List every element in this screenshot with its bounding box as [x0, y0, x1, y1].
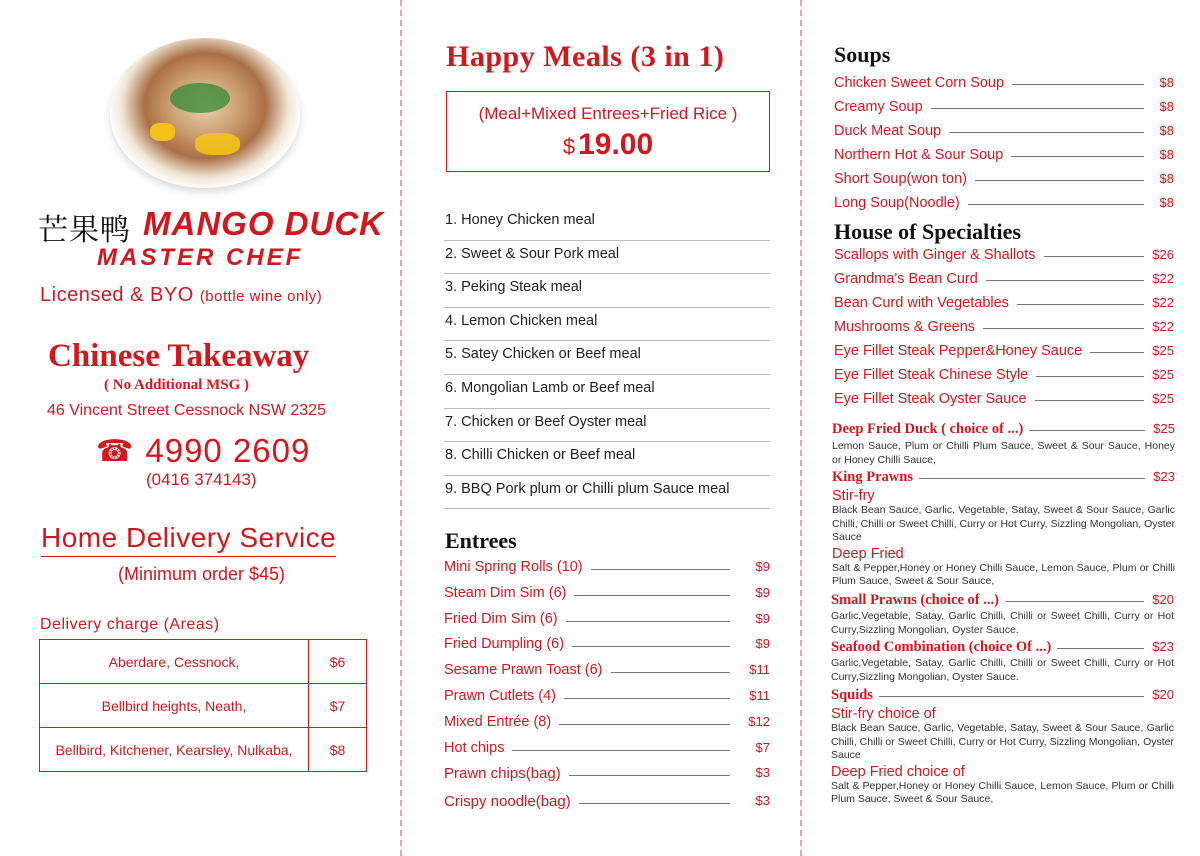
item-price: $22 — [1148, 271, 1174, 286]
item-price: $8 — [1156, 195, 1174, 210]
item-price: $25 — [1149, 421, 1175, 436]
seafood-combination-item — [831, 639, 1174, 684]
item-subheading: Deep Fried choice of — [831, 763, 965, 780]
item-price: $9 — [752, 559, 770, 574]
list-item: 6. Mongolian Lamb or Beef meal — [444, 375, 770, 409]
item-price: $20 — [1148, 592, 1174, 607]
item-name: Mini Spring Rolls (10) — [444, 559, 591, 575]
item-name: Hot chips — [444, 740, 512, 756]
delivery-charge-heading: Delivery charge (Areas) — [40, 616, 220, 633]
item-price: $25 — [1148, 367, 1174, 382]
item-name: Creamy Soup — [834, 99, 931, 115]
item-name: Crispy noodle(bag) — [444, 793, 579, 810]
item-price: $25 — [1148, 391, 1174, 406]
no-msg-note: ( No Additional MSG ) — [104, 377, 250, 393]
item-price: $8 — [1156, 171, 1174, 186]
specialties-heading: House of Specialties — [834, 219, 1021, 244]
list-item — [444, 662, 770, 688]
item-price: $3 — [752, 793, 770, 808]
list-item: 3. Peking Steak meal — [444, 274, 770, 308]
happy-meals-price — [447, 128, 769, 162]
item-price: $22 — [1148, 295, 1174, 310]
table-row — [40, 684, 367, 728]
item-price: $26 — [1148, 247, 1174, 262]
list-item: 2. Sweet & Sour Pork meal — [444, 241, 770, 275]
logo-chinese-name: 芒果鸭 — [38, 213, 131, 248]
item-subheading: Stir-fry choice of — [831, 706, 936, 722]
item-price: $3 — [752, 765, 770, 780]
item-name: Prawn chips(bag) — [444, 765, 569, 782]
item-price: $20 — [1148, 687, 1174, 702]
deep-fried-duck-item — [832, 421, 1175, 467]
list-item — [444, 585, 770, 611]
item-name: Long Soup(Noodle) — [834, 195, 968, 211]
item-price: $23 — [1148, 639, 1174, 654]
list-item — [834, 271, 1174, 295]
list-item — [444, 688, 770, 714]
list-item — [834, 391, 1174, 415]
area-price: $8 — [309, 728, 367, 772]
mobile-number[interactable]: (0416 374143) — [146, 470, 257, 489]
item-name: Mixed Entrée (8) — [444, 714, 559, 730]
list-item — [834, 75, 1174, 99]
list-item — [444, 714, 770, 740]
item-price: $8 — [1156, 123, 1174, 138]
list-item — [834, 247, 1174, 271]
list-item — [834, 195, 1174, 219]
brand-column — [0, 0, 400, 856]
list-item — [444, 611, 770, 637]
area-names: Bellbird heights, Neath, — [40, 684, 309, 728]
item-price: $9 — [752, 585, 770, 600]
address: 46 Vincent Street Cessnock NSW 2325 — [47, 402, 326, 419]
phone-row — [96, 432, 310, 470]
item-price: $8 — [1156, 75, 1174, 90]
list-item — [444, 740, 770, 766]
list-item: 5. Satey Chicken or Beef meal — [444, 341, 770, 375]
phone-number[interactable]: 4990 2609 — [145, 432, 311, 469]
item-description: Lemon Sauce, Plum or Chilli Plum Sauce, Sweet & Sour Sauce, Honey or Honey Chilli Sauce, — [832, 440, 1175, 466]
list-item — [444, 636, 770, 662]
happy-meals-heading: Happy Meals (3 in 1) — [446, 40, 725, 73]
item-name: Mushrooms & Greens — [834, 319, 983, 335]
list-item: 7. Chicken or Beef Oyster meal — [444, 409, 770, 443]
item-price: $11 — [745, 688, 770, 703]
item-price: $8 — [1156, 99, 1174, 114]
item-description: Salt & Pepper,Honey or Honey Chilli Sauce, Lemon Sauce, Plum or Chilli Plum Sauce, Sweet & Sour Sauce, — [832, 561, 1175, 587]
item-description: Garlic,Vegetable, Satay, Garlic Chilli, Chilli or Sweet Chilli, Curry or Hot Curry,Sizzling Mongolian, Oyster Sauce. — [831, 610, 1174, 636]
licensed-text — [40, 284, 322, 307]
soups-specialties-column — [802, 0, 1200, 856]
entrees-heading: Entrees — [445, 528, 517, 553]
list-item — [834, 147, 1174, 171]
item-name: Seafood Combination (choice Of ...) — [831, 639, 1057, 656]
item-name: King Prawns — [832, 469, 919, 486]
item-name: Grandma's Bean Curd — [834, 271, 986, 287]
item-name: Scallops with Ginger & Shallots — [834, 247, 1044, 263]
area-names: Bellbird, Kitchener, Kearsley, Nulkaba, — [40, 728, 309, 772]
area-price: $6 — [309, 640, 367, 684]
item-price: $7 — [752, 740, 770, 755]
item-name: Sesame Prawn Toast (6) — [444, 662, 611, 678]
list-item: 9. BBQ Pork plum or Chilli plum Sauce meal — [444, 476, 770, 510]
item-name: Small Prawns (choice of ...) — [831, 592, 1005, 609]
item-price: $9 — [752, 636, 770, 651]
item-description: Black Bean Sauce, Garlic, Vegetable, Satay, Sweet & Sour Sauce, Garlic Chilli, Chilli or Sweet Chilli, Curry or Hot Curry, Sizzling Mongolian, Oyster Sauce — [832, 504, 1175, 543]
item-name: Duck Meat Soup — [834, 123, 949, 139]
list-item: 8. Chilli Chicken or Beef meal — [444, 442, 770, 476]
item-name: Eye Fillet Steak Oyster Sauce — [834, 391, 1035, 407]
table-row — [40, 640, 367, 684]
item-price: $8 — [1156, 147, 1174, 162]
logo-subtitle: MASTER CHEF — [97, 244, 304, 271]
list-item — [834, 295, 1174, 319]
list-item — [834, 99, 1174, 123]
list-item — [834, 123, 1174, 147]
item-name: Squids — [831, 687, 879, 704]
item-subheading: Stir-fry — [832, 488, 875, 504]
delivery-areas-table — [39, 639, 367, 772]
item-name: Steam Dim Sim (6) — [444, 585, 574, 601]
price-value: 19.00 — [578, 128, 654, 161]
item-description: Salt & Pepper,Honey or Honey Chilli Sauce, Lemon Sauce, Plum or Chilli Plum Sauce, Sweet & Sour Sauce, — [831, 779, 1174, 805]
logo-english-name: MANGO DUCK — [143, 205, 384, 242]
area-names: Aberdare, Cessnock, — [40, 640, 309, 684]
list-item — [834, 319, 1174, 343]
soups-heading: Soups — [834, 42, 891, 67]
list-item: 4. Lemon Chicken meal — [444, 308, 770, 342]
small-prawns-item — [831, 592, 1174, 637]
item-name: Fried Dim Sim (6) — [444, 611, 566, 627]
squids-item — [831, 687, 1174, 807]
item-name: Bean Curd with Vegetables — [834, 295, 1017, 311]
meal-list — [444, 207, 770, 509]
item-description: Black Bean Sauce, Garlic, Vegetable, Satay, Sweet & Sour Sauce, Garlic Chilli, Chilli or Sweet Chilli, Curry or Hot Curry, Sizzling Mongolian, Oyster Sauce — [831, 722, 1174, 761]
list-item — [444, 793, 770, 821]
meals-column — [402, 0, 800, 856]
food-photo — [110, 38, 300, 188]
item-description: Garlic,Vegetable, Satay, Garlic Chilli, Chilli or Sweet Chilli, Curry or Hot Curry,Sizzling Mongolian, Oyster Sauce. — [831, 657, 1174, 683]
list-item — [834, 343, 1174, 367]
item-name: Fried Dumpling (6) — [444, 636, 572, 652]
happy-meals-price-box — [446, 91, 770, 172]
item-price: $11 — [745, 662, 770, 677]
currency-symbol: $ — [562, 134, 576, 159]
licensed-label: Licensed & BYO — [40, 284, 194, 306]
area-price: $7 — [309, 684, 367, 728]
item-subheading: Deep Fried — [832, 545, 904, 562]
list-item — [834, 367, 1174, 391]
item-name: Eye Fillet Steak Pepper&Honey Sauce — [834, 343, 1090, 359]
phone-icon: ☎ — [96, 434, 134, 468]
item-name: Deep Fried Duck ( choice of ...) — [832, 421, 1029, 438]
item-price: $12 — [744, 714, 770, 729]
list-item — [444, 765, 770, 793]
list-item — [834, 171, 1174, 195]
takeaway-heading: Chinese Takeaway — [48, 338, 310, 374]
item-price: $25 — [1148, 343, 1174, 358]
item-name: Prawn Cutlets (4) — [444, 688, 564, 704]
item-name: Short Soup(won ton) — [834, 171, 975, 187]
item-name: Eye Fillet Steak Chinese Style — [834, 367, 1036, 383]
item-price: $9 — [752, 611, 770, 626]
happy-meals-note: (Meal+Mixed Entrees+Fried Rice ) — [478, 104, 738, 123]
list-item — [444, 559, 770, 585]
king-prawns-item — [832, 469, 1175, 589]
delivery-heading: Home Delivery Service — [41, 522, 336, 557]
entrees-list — [444, 559, 770, 821]
item-price: $23 — [1149, 469, 1175, 484]
table-row — [40, 728, 367, 772]
list-item: 1. Honey Chicken meal — [444, 207, 770, 241]
licensed-note: (bottle wine only) — [199, 288, 323, 305]
item-name: Northern Hot & Sour Soup — [834, 147, 1011, 163]
item-price: $22 — [1148, 319, 1174, 334]
item-name: Chicken Sweet Corn Soup — [834, 75, 1012, 91]
minimum-order: (Minimum order $45) — [118, 564, 286, 584]
